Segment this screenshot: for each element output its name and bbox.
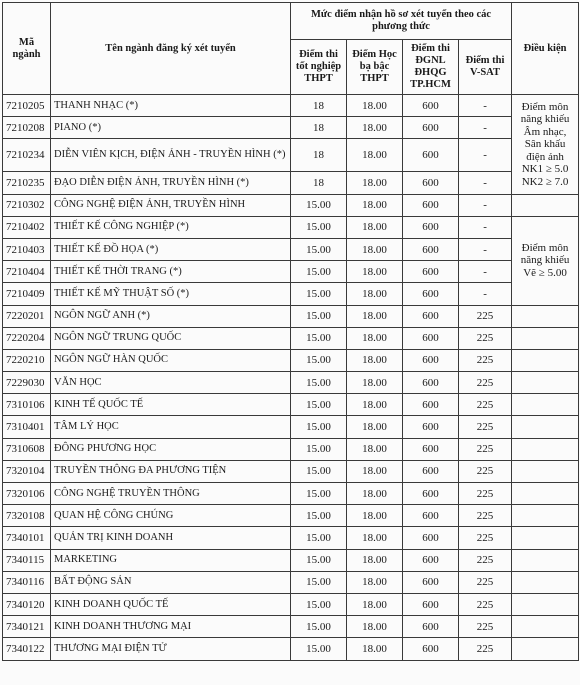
row-vsat: 225 — [459, 505, 512, 527]
condition-empty — [512, 372, 579, 394]
row-name: ĐẠO DIỄN ĐIỆN ẢNH, TRUYỀN HÌNH (*) — [51, 172, 291, 194]
row-code: 7210205 — [3, 95, 51, 117]
row-hocba: 18.00 — [347, 593, 403, 615]
header-name: Tên ngành đăng ký xét tuyển — [51, 3, 291, 95]
row-code: 7210235 — [3, 172, 51, 194]
row-dgnl: 600 — [403, 438, 459, 460]
row-name: THIẾT KẾ CÔNG NGHIỆP (*) — [51, 216, 291, 238]
row-code: 7310401 — [3, 416, 51, 438]
row-name: NGÔN NGỮ HÀN QUỐC — [51, 349, 291, 371]
row-thpt: 15.00 — [291, 216, 347, 238]
row-thpt: 15.00 — [291, 460, 347, 482]
row-thpt: 15.00 — [291, 305, 347, 327]
condition-empty — [512, 638, 579, 660]
row-name: BẤT ĐỘNG SẢN — [51, 571, 291, 593]
row-name: THIẾT KẾ ĐỒ HỌA (*) — [51, 238, 291, 260]
row-thpt: 15.00 — [291, 527, 347, 549]
table-row — [3, 438, 579, 460]
row-code: 7340116 — [3, 571, 51, 593]
row-code: 7220201 — [3, 305, 51, 327]
row-code: 7229030 — [3, 372, 51, 394]
row-name: QUẢN TRỊ KINH DOANH — [51, 527, 291, 549]
row-hocba: 18.00 — [347, 305, 403, 327]
row-thpt: 15.00 — [291, 571, 347, 593]
row-thpt: 15.00 — [291, 638, 347, 660]
table-row — [3, 593, 579, 615]
table-row — [3, 327, 579, 349]
row-code: 7310106 — [3, 394, 51, 416]
row-vsat: 225 — [459, 394, 512, 416]
row-name: CÔNG NGHỆ TRUYỀN THÔNG — [51, 483, 291, 505]
row-thpt: 15.00 — [291, 505, 347, 527]
row-dgnl: 600 — [403, 305, 459, 327]
row-thpt: 18 — [291, 117, 347, 139]
condition-empty — [512, 194, 579, 216]
row-dgnl: 600 — [403, 460, 459, 482]
row-hocba: 18.00 — [347, 505, 403, 527]
row-code: 7320108 — [3, 505, 51, 527]
row-thpt: 15.00 — [291, 438, 347, 460]
table-row — [3, 283, 579, 305]
row-vsat: - — [459, 139, 512, 172]
condition-art: Điểm môn năng khiếu Vẽ ≥ 5.00 — [512, 216, 579, 305]
condition-empty — [512, 460, 579, 482]
row-code: 7210409 — [3, 283, 51, 305]
row-code: 7220210 — [3, 349, 51, 371]
row-dgnl: 600 — [403, 483, 459, 505]
row-hocba: 18.00 — [347, 327, 403, 349]
table-row — [3, 460, 579, 482]
row-dgnl: 600 — [403, 261, 459, 283]
condition-empty — [512, 483, 579, 505]
row-thpt: 15.00 — [291, 416, 347, 438]
table-row — [3, 372, 579, 394]
row-thpt: 15.00 — [291, 549, 347, 571]
row-hocba: 18.00 — [347, 483, 403, 505]
row-hocba: 18.00 — [347, 139, 403, 172]
condition-music: Điểm môn năng khiếu Âm nhạc, Sân khấu điện ảnh NK1 ≥ 5.0 NK2 ≥ 7.0 — [512, 95, 579, 195]
table-row — [3, 616, 579, 638]
row-hocba: 18.00 — [347, 349, 403, 371]
condition-empty — [512, 505, 579, 527]
row-hocba: 18.00 — [347, 372, 403, 394]
row-code: 7340122 — [3, 638, 51, 660]
row-name: PIANO (*) — [51, 117, 291, 139]
table-row — [3, 394, 579, 416]
row-name: TÂM LÝ HỌC — [51, 416, 291, 438]
row-dgnl: 600 — [403, 527, 459, 549]
table-row — [3, 216, 579, 238]
table-row — [3, 349, 579, 371]
row-vsat: - — [459, 238, 512, 260]
table-row — [3, 571, 579, 593]
header-code: Mã ngành — [3, 3, 51, 95]
row-code: 7340115 — [3, 549, 51, 571]
row-vsat: - — [459, 117, 512, 139]
row-dgnl: 600 — [403, 372, 459, 394]
row-thpt: 15.00 — [291, 483, 347, 505]
admission-score-table — [2, 2, 579, 661]
row-vsat: 225 — [459, 593, 512, 615]
row-vsat: 225 — [459, 527, 512, 549]
row-vsat: 225 — [459, 305, 512, 327]
condition-empty — [512, 593, 579, 615]
table-row — [3, 172, 579, 194]
row-code: 7340101 — [3, 527, 51, 549]
row-thpt: 15.00 — [291, 349, 347, 371]
row-dgnl: 600 — [403, 549, 459, 571]
condition-empty — [512, 571, 579, 593]
row-name: CÔNG NGHỆ ĐIỆN ẢNH, TRUYỀN HÌNH — [51, 194, 291, 216]
table-row — [3, 416, 579, 438]
table-row — [3, 117, 579, 139]
row-dgnl: 600 — [403, 238, 459, 260]
row-name: ĐÔNG PHƯƠNG HỌC — [51, 438, 291, 460]
condition-empty — [512, 349, 579, 371]
row-dgnl: 600 — [403, 571, 459, 593]
row-hocba: 18.00 — [347, 172, 403, 194]
row-dgnl: 600 — [403, 505, 459, 527]
row-name: MARKETING — [51, 549, 291, 571]
row-dgnl: 600 — [403, 327, 459, 349]
table-row — [3, 238, 579, 260]
row-code: 7210403 — [3, 238, 51, 260]
row-code: 7210402 — [3, 216, 51, 238]
table-row — [3, 261, 579, 283]
table-row — [3, 483, 579, 505]
table-row — [3, 638, 579, 660]
row-hocba: 18.00 — [347, 394, 403, 416]
row-code: 7320104 — [3, 460, 51, 482]
row-code: 7340120 — [3, 593, 51, 615]
row-vsat: 225 — [459, 616, 512, 638]
row-code: 7210404 — [3, 261, 51, 283]
row-name: TRUYỀN THÔNG ĐA PHƯƠNG TIỆN — [51, 460, 291, 482]
row-code: 7340121 — [3, 616, 51, 638]
row-name: KINH DOANH QUỐC TẾ — [51, 593, 291, 615]
condition-empty — [512, 416, 579, 438]
row-vsat: 225 — [459, 327, 512, 349]
row-thpt: 15.00 — [291, 616, 347, 638]
row-code: 7210234 — [3, 139, 51, 172]
row-vsat: - — [459, 95, 512, 117]
row-name: QUAN HỆ CÔNG CHÚNG — [51, 505, 291, 527]
table-row — [3, 194, 579, 216]
row-hocba: 18.00 — [347, 117, 403, 139]
row-dgnl: 600 — [403, 616, 459, 638]
row-thpt: 15.00 — [291, 372, 347, 394]
condition-empty — [512, 438, 579, 460]
row-thpt: 15.00 — [291, 238, 347, 260]
row-hocba: 18.00 — [347, 261, 403, 283]
condition-empty — [512, 327, 579, 349]
row-hocba: 18.00 — [347, 416, 403, 438]
row-dgnl: 600 — [403, 216, 459, 238]
row-code: 7220204 — [3, 327, 51, 349]
row-code: 7210302 — [3, 194, 51, 216]
row-code: 7210208 — [3, 117, 51, 139]
row-hocba: 18.00 — [347, 238, 403, 260]
row-name: KINH DOANH THƯƠNG MẠI — [51, 616, 291, 638]
row-vsat: 225 — [459, 460, 512, 482]
row-hocba: 18.00 — [347, 194, 403, 216]
header-hocba: Điểm Học bạ bậc THPT — [347, 40, 403, 95]
condition-empty — [512, 305, 579, 327]
table-row — [3, 505, 579, 527]
row-vsat: 225 — [459, 483, 512, 505]
row-thpt: 15.00 — [291, 194, 347, 216]
row-dgnl: 600 — [403, 283, 459, 305]
row-name: THIẾT KẾ MỸ THUẬT SỐ (*) — [51, 283, 291, 305]
row-dgnl: 600 — [403, 394, 459, 416]
row-hocba: 18.00 — [347, 527, 403, 549]
row-dgnl: 600 — [403, 349, 459, 371]
row-hocba: 18.00 — [347, 438, 403, 460]
header-method-group: Mức điểm nhận hồ sơ xét tuyển theo các phương thức — [291, 3, 512, 40]
row-thpt: 15.00 — [291, 593, 347, 615]
row-dgnl: 600 — [403, 593, 459, 615]
table-row — [3, 139, 579, 172]
row-thpt: 15.00 — [291, 283, 347, 305]
row-dgnl: 600 — [403, 416, 459, 438]
row-thpt: 18 — [291, 172, 347, 194]
table-row — [3, 549, 579, 571]
row-name: DIỄN VIÊN KỊCH, ĐIỆN ẢNH - TRUYỀN HÌNH (*) — [51, 139, 291, 172]
header-condition: Điều kiện — [512, 3, 579, 95]
table-row — [3, 95, 579, 117]
row-hocba: 18.00 — [347, 460, 403, 482]
table-row — [3, 527, 579, 549]
row-thpt: 18 — [291, 139, 347, 172]
row-dgnl: 600 — [403, 117, 459, 139]
row-vsat: 225 — [459, 349, 512, 371]
row-vsat: 225 — [459, 438, 512, 460]
row-dgnl: 600 — [403, 95, 459, 117]
row-name: NGÔN NGỮ TRUNG QUỐC — [51, 327, 291, 349]
row-name: THƯƠNG MẠI ĐIỆN TỬ — [51, 638, 291, 660]
row-vsat: 225 — [459, 638, 512, 660]
condition-empty — [512, 549, 579, 571]
row-thpt: 15.00 — [291, 261, 347, 283]
row-dgnl: 600 — [403, 194, 459, 216]
header-vsat: Điểm thi V-SAT — [459, 40, 512, 95]
condition-empty — [512, 527, 579, 549]
table-row — [3, 305, 579, 327]
row-vsat: - — [459, 216, 512, 238]
row-vsat: - — [459, 283, 512, 305]
row-vsat: 225 — [459, 416, 512, 438]
row-hocba: 18.00 — [347, 95, 403, 117]
row-thpt: 18 — [291, 95, 347, 117]
row-hocba: 18.00 — [347, 638, 403, 660]
row-dgnl: 600 — [403, 172, 459, 194]
row-hocba: 18.00 — [347, 571, 403, 593]
row-vsat: 225 — [459, 571, 512, 593]
row-vsat: - — [459, 172, 512, 194]
row-dgnl: 600 — [403, 638, 459, 660]
row-dgnl: 600 — [403, 139, 459, 172]
row-name: THANH NHẠC (*) — [51, 95, 291, 117]
row-hocba: 18.00 — [347, 616, 403, 638]
row-thpt: 15.00 — [291, 394, 347, 416]
row-name: NGÔN NGỮ ANH (*) — [51, 305, 291, 327]
row-vsat: 225 — [459, 372, 512, 394]
condition-empty — [512, 394, 579, 416]
row-vsat: - — [459, 261, 512, 283]
row-vsat: 225 — [459, 549, 512, 571]
row-thpt: 15.00 — [291, 327, 347, 349]
header-dgnl: Điểm thi ĐGNL ĐHQG TP.HCM — [403, 40, 459, 95]
row-name: VĂN HỌC — [51, 372, 291, 394]
header-thpt: Điểm thi tốt nghiệp THPT — [291, 40, 347, 95]
row-hocba: 18.00 — [347, 216, 403, 238]
condition-empty — [512, 616, 579, 638]
row-name: THIẾT KẾ THỜI TRANG (*) — [51, 261, 291, 283]
row-code: 7320106 — [3, 483, 51, 505]
row-vsat: - — [459, 194, 512, 216]
row-hocba: 18.00 — [347, 283, 403, 305]
row-hocba: 18.00 — [347, 549, 403, 571]
row-name: KINH TẾ QUỐC TẾ — [51, 394, 291, 416]
row-code: 7310608 — [3, 438, 51, 460]
